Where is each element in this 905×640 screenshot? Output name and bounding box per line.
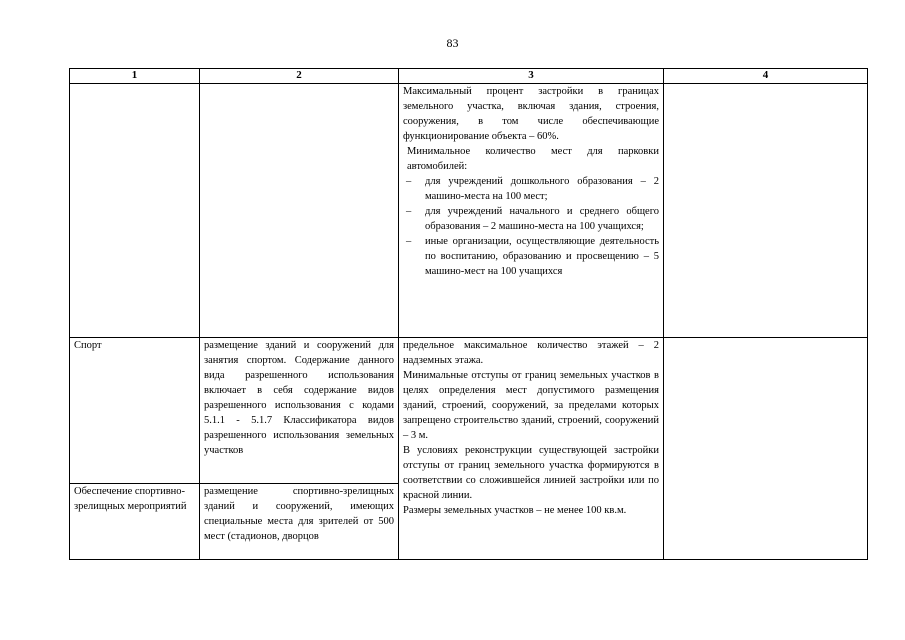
page-number: 83: [446, 36, 459, 50]
spectator-events-name-cell: Обеспечение спортивно-зрелищных мероприятий: [70, 484, 200, 560]
row1-col4-cell: [664, 84, 868, 338]
merged-col4-cell: [664, 338, 868, 560]
header-col-3: 3: [399, 69, 664, 84]
list-item: – для учреждений дошкольного образования – 2 машино-места на 100 мест;: [403, 174, 659, 204]
min-setbacks-text: Минимальные отступы от границ земельных участков в целях определения мест допустимого размещения зданий, строений, сооружений, за пределами которых запрещено строительство зданий, строений, сооружений – 3 м.: [403, 370, 659, 441]
row1-col1-cell: [70, 84, 200, 338]
header-col-2: 2: [200, 69, 399, 84]
spectator-events-description-cell: размещение спортивно-зрелищных зданий и сооружений, имеющих специальные места для зрителей от 500 мест (стадионов, дворцов: [200, 484, 399, 560]
parking-list: [403, 174, 659, 279]
row1-col3-cell: [399, 84, 664, 338]
max-floors-text: предельное максимальное количество этажей – 2 надземных этажа.: [403, 340, 659, 366]
row1-col2-cell: [200, 84, 399, 338]
sport-name-cell: Спорт: [70, 338, 200, 484]
merged-parameters-cell: [399, 338, 664, 560]
header-row: [70, 69, 868, 84]
table-row: [70, 338, 868, 484]
table-row: [70, 84, 868, 338]
plot-size-text: Размеры земельных участков – не менее 100 кв.м.: [403, 505, 627, 516]
parking-min-text: Минимальное количество мест для парковки автомобилей:: [407, 146, 659, 172]
regulations-table: [69, 68, 868, 560]
list-item: – иные организации, осуществляющие деятельность по воспитанию, образованию и просвещению – 5 машино-мест на 100 учащихся: [403, 234, 659, 279]
header-col-1: 1: [70, 69, 200, 84]
max-building-percent-text: Максимальный процент застройки в границах земельного участка, включая здания, строения, сооружения, в том числе обеспечивающие функционирование объекта – 60%.: [403, 86, 659, 142]
reconstruction-text: В условиях реконструкции существующей застройки отступы от границ земельного участка формируются в соответствии со сложившейся линией застройки или по красной линии.: [403, 445, 659, 501]
header-col-4: 4: [664, 69, 868, 84]
list-item: – для учреждений начального и среднего общего образования – 2 машино-места на 100 учащихся;: [403, 204, 659, 234]
sport-description-cell: размещение зданий и сооружений для занятия спортом. Содержание данного вида разрешенного использования включает в себя содержание видов разрешенного использования с кодами 5.1.1 - 5.1.7 Классификатора видов разрешенного использования земельных участков: [200, 338, 399, 484]
